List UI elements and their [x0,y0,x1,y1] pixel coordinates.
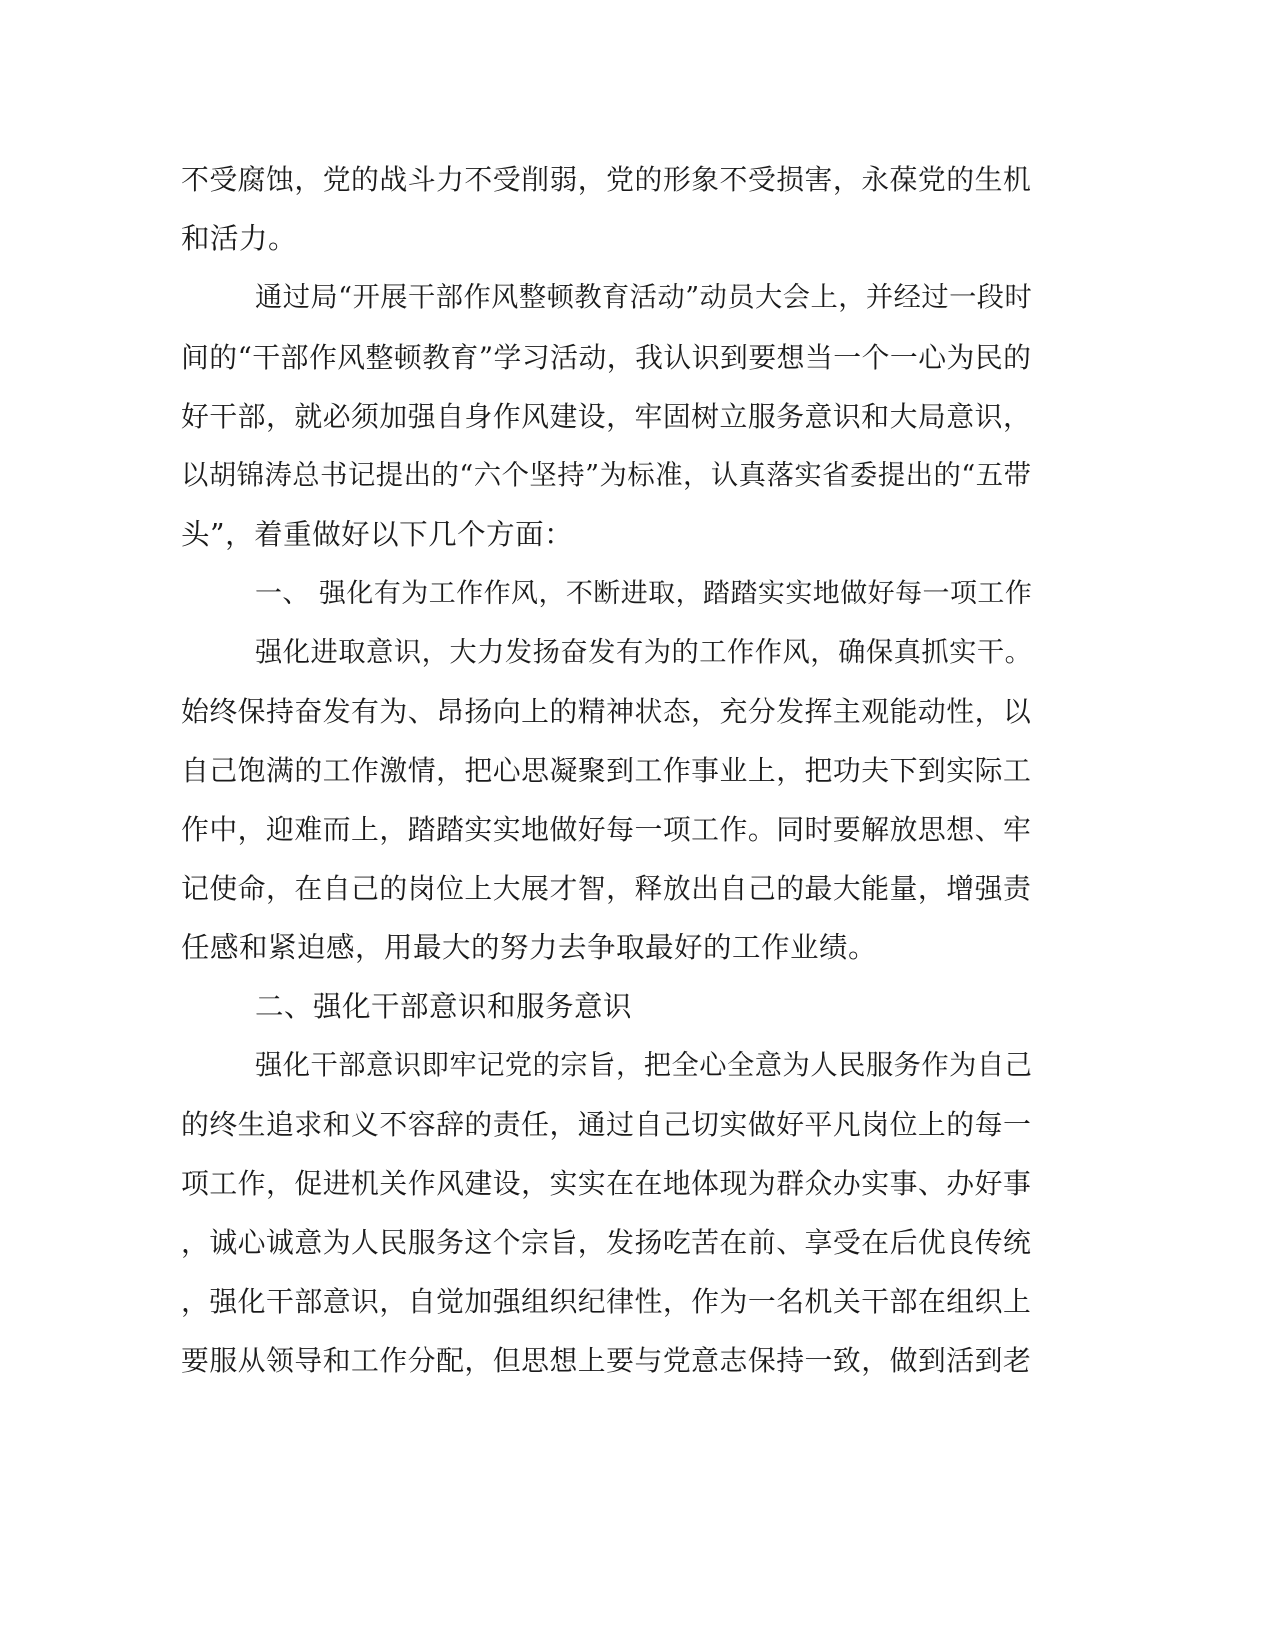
paragraph-line: 要服从领导和工作分配，但思想上要与党意志保持一致，做到活到老 [181,1344,1032,1377]
section-heading: 二、强化干部意识和服务意识 [255,990,633,1023]
paragraph-line: 好干部，就必须加强自身作风建设，牢固树立服务意识和大局意识， [181,400,1032,433]
paragraph-line: 作中，迎难而上，踏踏实实地做好每一项工作。同时要解放思想、牢 [181,813,1032,846]
paragraph-line: 始终保持奋发有为、昂扬向上的精神状态，充分发挥主观能动性，以 [181,695,1032,728]
paragraph-line: ，诚心诚意为人民服务这个宗旨，发扬吃苦在前、享受在后优良传统 [181,1226,1032,1259]
paragraph-line: 强化干部意识即牢记党的宗旨，把全心全意为人民服务作为自己 [255,1050,1033,1081]
paragraph-line: 间的“干部作风整顿教育”学习活动，我认识到要想当一个一心为民的 [181,341,1032,374]
section-heading: 一、 强化有为工作作风，不断进取，踏踏实实地做好每一项工作 [255,578,1033,609]
paragraph-line: 和活力。 [181,222,298,255]
paragraph-line: 以胡锦涛总书记提出的“六个坚持”为标准，认真落实省委提出的“五带 [181,460,1032,491]
paragraph-line: 自己饱满的工作激情，把心思凝聚到工作事业上，把功夫下到实际工 [181,754,1032,787]
paragraph-line: 项工作，促进机关作风建设，实实在在地体现为群众办实事、办好事 [181,1167,1032,1200]
paragraph-line: 通过局“开展干部作风整顿教育活动”动员大会上，并经过一段时 [255,282,1033,313]
paragraph-line: 强化进取意识，大力发扬奋发有为的工作作风，确保真抓实干。 [255,637,1033,668]
paragraph-line: 任感和紧迫感，用最大的努力去争取最好的工作业绩。 [181,931,878,964]
paragraph-line: 记使命，在自己的岗位上大展才智，释放出自己的最大能量，增强责 [181,872,1032,905]
paragraph-line: ，强化干部意识，自觉加强组织纪律性，作为一名机关干部在组织上 [181,1285,1032,1318]
paragraph-line: 的终生追求和义不容辞的责任，通过自己切实做好平凡岗位上的每一 [181,1108,1032,1141]
paragraph-line: 不受腐蚀，党的战斗力不受削弱，党的形象不受损害，永葆党的生机 [181,163,1032,196]
paragraph-line: 头”，着重做好以下几个方面： [181,518,574,551]
